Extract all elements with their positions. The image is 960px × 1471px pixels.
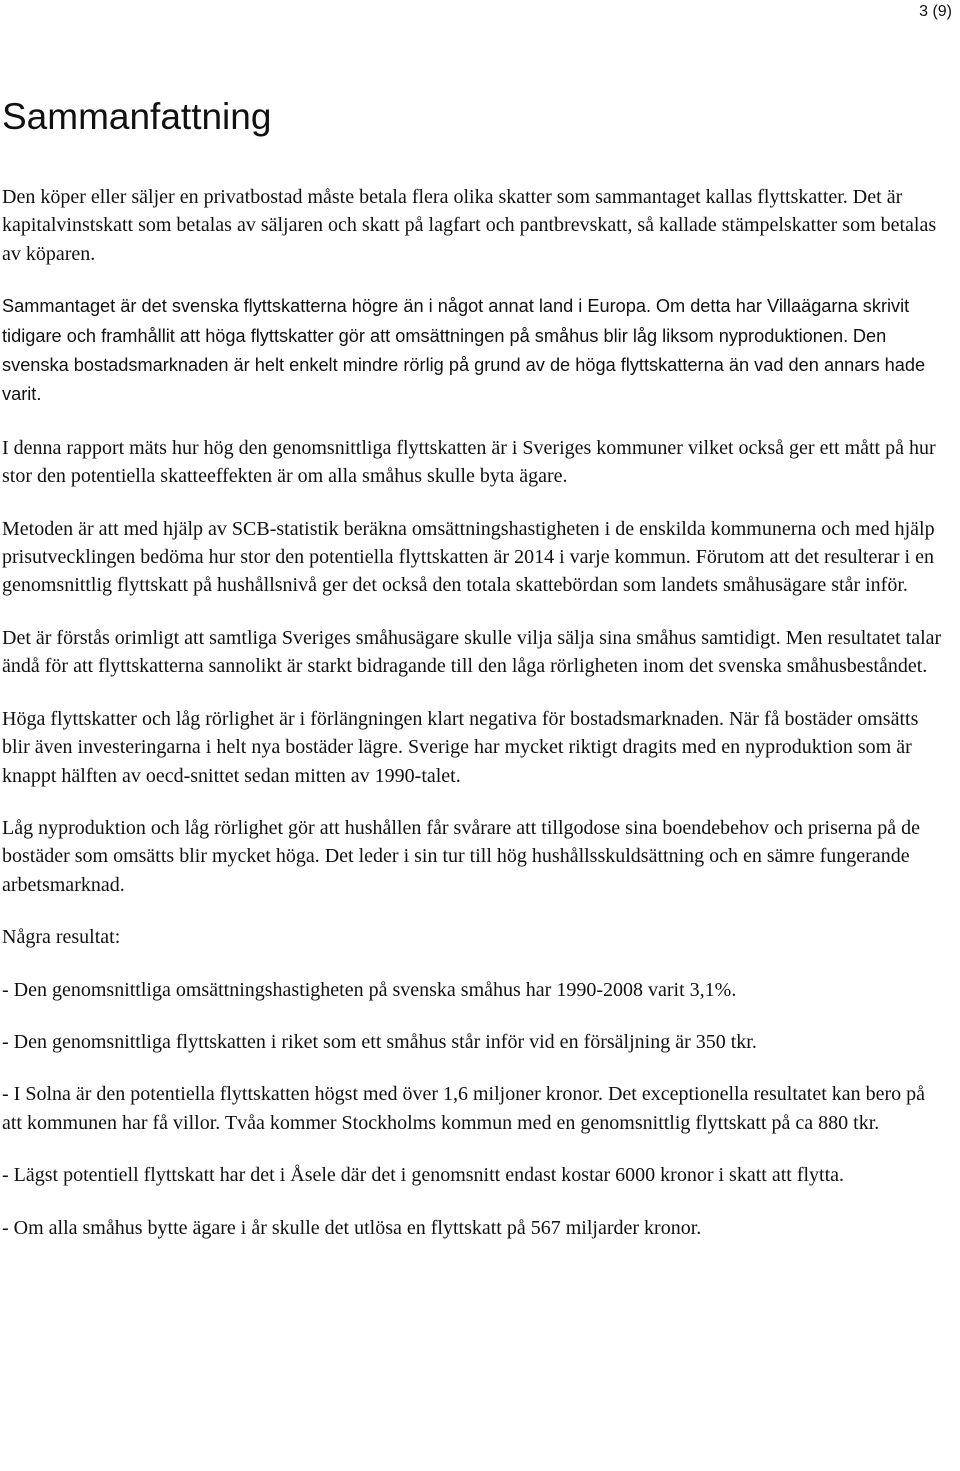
results-heading: Några resultat:	[2, 926, 121, 949]
mobility-statement: Den svenska bostadsmarknaden är helt enkelt mindre rörlig på grund av de höga flyttskatterna än vad den annars hade varit.	[2, 325, 926, 405]
europe-comparison-paragraph	[2, 292, 947, 410]
household-effects-paragraph: Låg nyproduktion och låg rörlighet gör att hushållen får svårare att tillgodose sina boendebehov och priserna på de bostäder som omsätts blir mycket höga. Det leder i sin tur till hög hushållsskuldsättning och en sämre fungerande arbetsmarknad.	[2, 816, 921, 896]
interpretation-paragraph: Det är förstås orimligt att samtliga Sveriges småhusägare skulle vilja sälja sina småhus samtidigt. Men resultatet talar ändå för att flyttskatterna sannolikt är starkt bidragande till den låga rörligheten inom det svenska småhusbeståndet.	[2, 626, 942, 678]
market-effects-paragraph: Höga flyttskatter och låg rörlighet är i förlängningen klart negativa för bostadsmarknaden. När få bostäder omsätts blir även investeringarna i helt nya bostäder lägre. Sverige har mycket riktigt dragits med en nyproduktion som är knappt hälften av oecd-snittet sedan mitten av 1990-talet.	[2, 707, 919, 787]
document-body	[2, 183, 947, 1266]
result-item: - Den genomsnittliga omsättningshastigheten på svenska småhus har 1990-2008 varit 3,1%.	[2, 978, 737, 1001]
page-title: Sammanfattning	[2, 96, 272, 137]
page-number: 3 (9)	[919, 3, 952, 20]
result-item: - Lägst potentiell flyttskatt har det i Åsele där det i genomsnitt endast kostar 6000 kronor i skatt att flytta.	[2, 1164, 845, 1187]
method-paragraph: Metoden är att med hjälp av SCB-statistik beräkna omsättningshastigheten i de enskilda kommunerna och med hjälp prisutvecklingen bedöma hur stor den potentiella flyttskatten är 2014 i varje kommun. Förutom att det resulterar i en genomsnittlig flyttskatt på hushållsnivå ger det också den totala skattebördan som landets småhusägare står inför.	[2, 517, 935, 597]
villaagarna-statement: Om detta har Villaägarna skrivit tidigare och framhållit att höga flyttskatter gör att omsättningen på småhus blir låg liksom nyproduktionen.	[2, 296, 910, 346]
result-item: - I Solna är den potentiella flyttskatten högst med över 1,6 miljoner kronor. Det exceptionella resultatet kan bero på att kommunen har få villor. Tvåa kommer Stockholms kommun med en genomsnittlig flyttskatt på ca 880 tkr.	[2, 1083, 926, 1134]
result-item: - Om alla småhus bytte ägare i år skulle det utlösa en flyttskatt på 567 miljarder kronor.	[2, 1216, 702, 1239]
europe-comparison-lead: Sammantaget är det svenska flyttskatterna högre än i något annat land i Europa.	[2, 296, 652, 317]
result-item: - Den genomsnittliga flyttskatten i riket som ett småhus står inför vid en försäljning är 350 tkr.	[2, 1030, 757, 1053]
intro-paragraph: Den köper eller säljer en privatbostad måste betala flera olika skatter som sammantaget kallas flyttskatter. Det är kapitalvinstskatt som betalas av säljaren och skatt på lagfart och pantbrevskatt, så kallade stämpelskatter som betalas av köparen.	[2, 186, 937, 265]
report-scope-paragraph: I denna rapport mäts hur hög den genomsnittliga flyttskatten är i Sveriges kommuner vilket också ger ett mått på hur stor den potentiella skatteeffekten är om alla småhus skulle byta ägare.	[2, 436, 936, 488]
